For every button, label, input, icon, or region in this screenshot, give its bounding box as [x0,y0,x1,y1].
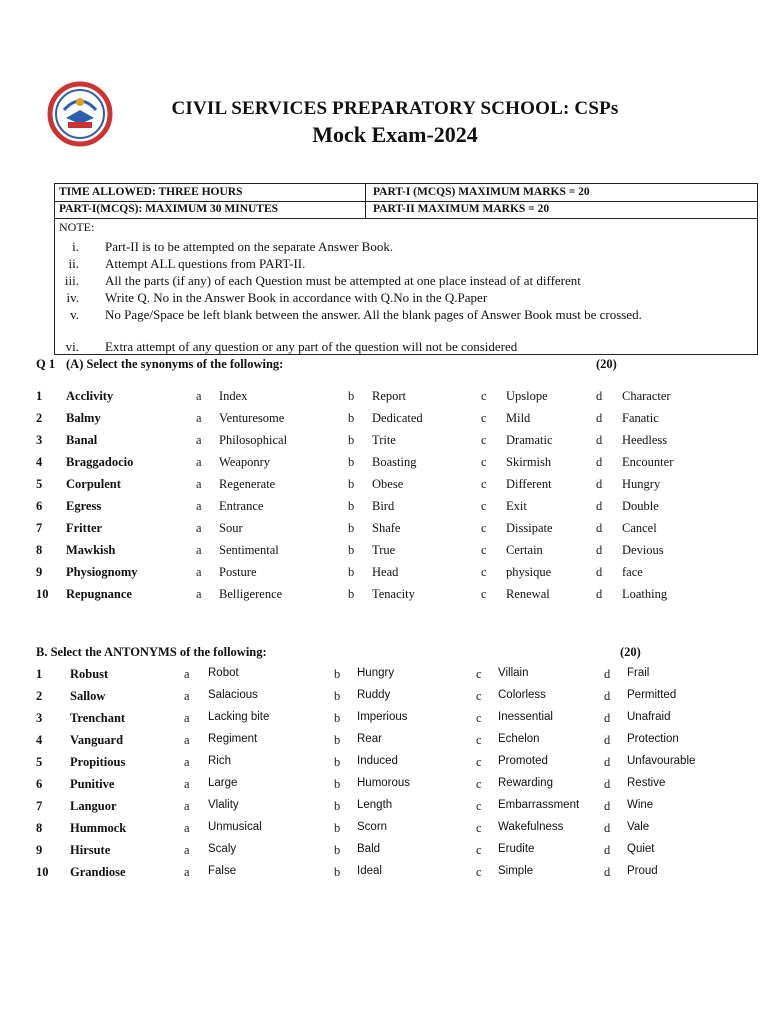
option-letter-b: b [348,455,355,469]
option-letter-b: b [334,689,341,703]
option-a: Robot [208,667,239,679]
option-letter-a: a [196,565,202,579]
option-b: Ruddy [357,689,391,701]
option-letter-b: b [334,865,341,879]
question-row [0,565,768,585]
option-letter-b: b [334,821,341,835]
option-letter-a: a [184,755,190,769]
option-letter-a: a [196,411,202,425]
question-word: Hirsute [70,843,111,857]
option-letter-d: d [604,689,611,703]
option-letter-a: a [196,433,202,447]
option-d: Proud [627,865,658,877]
section-b-marks: (20) [620,645,641,659]
option-b: Dedicated [372,411,423,425]
option-letter-a: a [184,865,190,879]
note-text: Write Q. No in the Answer Book in accordance with Q.No in the Q.Paper [105,290,488,305]
option-d: Vale [627,821,650,833]
option-c: Rewarding [498,777,553,789]
option-a: Belligerence [219,587,283,601]
option-b: Shafe [372,521,401,535]
option-c: Inessential [498,711,553,723]
option-letter-b: b [334,799,341,813]
note-number: iv. [66,290,79,305]
option-letter-c: c [481,587,487,601]
info-row-2 [55,201,757,218]
option-c: Villain [498,667,529,679]
question-row [0,543,768,563]
option-c: Dissipate [506,521,553,535]
question-number: 3 [36,433,43,447]
option-letter-c: c [481,433,487,447]
question-word: Corpulent [66,477,121,491]
option-letter-c: c [481,389,487,403]
question-row [0,667,768,687]
option-letter-d: d [604,755,611,769]
option-letter-a: a [184,821,190,835]
school-logo [46,80,114,148]
question-number: 10 [36,865,49,879]
exam-info-box [54,183,758,355]
option-b: Humorous [357,777,411,789]
question-row [0,389,768,409]
option-c: Promoted [498,755,548,767]
section-a-marks: (20) [596,357,617,371]
question-number: 8 [36,543,43,557]
option-letter-d: d [604,733,611,747]
option-d: Frail [627,667,650,679]
option-letter-d: d [596,543,603,557]
option-c: Mild [506,411,531,425]
note-number: vi. [65,339,79,354]
question-word: Vanguard [70,733,124,747]
option-letter-b: b [334,667,341,681]
option-b: Hungry [357,667,395,679]
part2-marks: PART-II MAXIMUM MARKS = 20 [373,203,550,215]
question-word: Propitious [70,755,126,769]
option-d: Cancel [622,521,657,535]
option-c: Upslope [506,389,548,403]
question-word: Robust [70,667,109,681]
option-d: Quiet [627,843,655,855]
option-a: Regiment [208,733,258,745]
question-row [0,843,768,863]
option-b: True [372,543,396,557]
option-d: Hungry [622,477,661,491]
option-letter-c: c [481,411,487,425]
option-d: Devious [622,543,664,557]
option-b: Ideal [357,865,382,877]
option-a: Unmusical [208,821,262,833]
option-b: Bald [357,843,381,855]
option-c: Wakefulness [498,821,564,833]
option-b: Head [372,565,399,579]
option-letter-b: b [348,499,355,513]
part1-time: PART-I(MCQS): MAXIMUM 30 MINUTES [59,203,279,215]
option-c: physique [506,565,552,579]
option-letter-a: a [196,521,202,535]
question-label: Q 1 [36,357,56,371]
note-label: NOTE: [59,220,95,234]
question-word: Acclivity [66,389,114,403]
option-letter-b: b [348,411,355,425]
option-a: False [208,865,237,877]
option-b: Report [372,389,407,403]
option-letter-b: b [348,477,355,491]
option-letter-a: a [196,543,202,557]
option-d: Character [622,389,671,403]
option-b: Imperious [357,711,408,723]
option-letter-d: d [596,433,603,447]
question-row [0,777,768,797]
note-number: i. [72,239,79,254]
option-letter-d: d [604,667,611,681]
option-letter-c: c [481,565,487,579]
option-b: Trite [372,433,396,447]
option-letter-d: d [604,821,611,835]
option-c: Renewal [506,587,550,601]
option-d: Permitted [627,689,677,701]
part1-marks: PART-I (MCQS) MAXIMUM MARKS = 20 [373,186,590,198]
option-c: Embarrassment [498,799,580,811]
option-letter-b: b [334,777,341,791]
option-letter-c: c [476,843,482,857]
option-d: Double [622,499,659,513]
question-number: 9 [36,843,43,857]
option-letter-b: b [334,755,341,769]
option-letter-d: d [596,477,603,491]
option-b: Length [357,799,393,811]
option-letter-a: a [196,587,202,601]
option-letter-d: d [596,565,603,579]
question-number: 6 [36,777,43,791]
note-text: Part-II is to be attempted on the separate Answer Book. [105,239,394,254]
option-b: Obese [372,477,404,491]
question-number: 1 [36,389,43,403]
option-letter-d: d [604,711,611,725]
option-letter-b: b [348,565,355,579]
question-word: Mawkish [66,543,116,557]
question-word: Fritter [66,521,103,535]
question-word: Grandiose [70,865,126,879]
option-letter-b: b [348,389,355,403]
option-c: Dramatic [506,433,553,447]
question-row [0,521,768,541]
question-number: 7 [36,799,43,813]
question-number: 5 [36,755,43,769]
question-word: Hummock [70,821,127,835]
question-word: Egress [66,499,102,513]
section-a-heading: (A) Select the synonyms of the following: [66,357,284,371]
option-letter-d: d [596,389,603,403]
question-row [0,799,768,819]
option-d: Heedless [622,433,668,447]
question-number: 7 [36,521,43,535]
option-c: Simple [498,865,534,877]
option-letter-d: d [604,777,611,791]
question-number: 4 [36,455,43,469]
option-c: Echelon [498,733,540,745]
option-letter-d: d [596,587,603,601]
option-a: Philosophical [219,433,288,447]
question-row [0,587,768,607]
question-number: 6 [36,499,43,513]
option-letter-c: c [476,821,482,835]
note-text: No Page/Space be left blank between the answer. All the blank pages of Answer Book must be crossed. [105,307,642,322]
note-text: Extra attempt of any question or any part of the question will not be considered [105,339,518,354]
question-row [0,755,768,775]
note-number: v. [70,307,79,322]
question-number: 4 [36,733,43,747]
option-letter-d: d [596,499,603,513]
option-letter-c: c [481,477,487,491]
question-word: Repugnance [66,587,132,601]
option-b: Scorn [357,821,388,833]
question-row [0,733,768,753]
option-d: Restive [627,777,666,789]
option-letter-a: a [184,667,190,681]
option-a: Venturesome [219,411,285,425]
option-letter-a: a [184,777,190,791]
option-a: Weaponry [219,455,271,469]
option-letter-c: c [476,777,482,791]
option-letter-a: a [184,799,190,813]
option-letter-a: a [196,499,202,513]
question-row [0,689,768,709]
question-row [0,821,768,841]
option-b: Bird [372,499,395,513]
option-a: Sour [219,521,243,535]
option-letter-b: b [348,543,355,557]
option-letter-a: a [196,477,202,491]
question-word: Trenchant [70,711,126,725]
option-d: face [622,565,643,579]
time-allowed: TIME ALLOWED: THREE HOURS [59,186,243,198]
option-d: Loathing [622,587,668,601]
question-row [0,477,768,497]
question-number: 10 [36,587,49,601]
option-d: Wine [627,799,654,811]
option-letter-d: d [604,843,611,857]
section-b-heading: B. Select the ANTONYMS of the following: [36,645,267,659]
option-letter-c: c [476,689,482,703]
option-letter-d: d [596,411,603,425]
option-letter-c: c [476,799,482,813]
option-letter-a: a [184,843,190,857]
option-b: Rear [357,733,382,745]
option-b: Induced [357,755,398,767]
option-d: Encounter [622,455,674,469]
option-c: Colorless [498,689,546,701]
question-word: Physiognomy [66,565,138,579]
note-number: ii. [68,256,79,271]
option-letter-c: c [476,711,482,725]
option-letter-c: c [481,455,487,469]
option-letter-c: c [476,733,482,747]
question-number: 3 [36,711,43,725]
question-word: Punitive [70,777,115,791]
option-d: Fanatic [622,411,659,425]
option-letter-a: a [184,711,190,725]
option-c: Erudite [498,843,535,855]
option-letter-c: c [476,667,482,681]
option-d: Protection [627,733,679,745]
question-number: 1 [36,667,43,681]
option-letter-d: d [604,865,611,879]
option-c: Different [506,477,552,491]
question-word: Balmy [66,411,101,425]
question-number: 8 [36,821,43,835]
option-letter-a: a [184,733,190,747]
question-row [0,711,768,731]
option-letter-b: b [334,843,341,857]
option-a: Salacious [208,689,258,701]
option-b: Tenacity [372,587,415,601]
option-a: Vlality [208,799,239,811]
question-row [0,411,768,431]
option-letter-c: c [481,521,487,535]
question-number: 5 [36,477,43,491]
option-c: Exit [506,499,527,513]
note-text: Attempt ALL questions from PART-II. [105,256,306,271]
option-letter-b: b [334,711,341,725]
option-a: Regenerate [219,477,276,491]
option-letter-a: a [184,689,190,703]
option-letter-b: b [334,733,341,747]
question-number: 2 [36,411,43,425]
option-letter-c: c [481,499,487,513]
option-letter-d: d [596,455,603,469]
option-a: Scaly [208,843,237,855]
option-letter-b: b [348,587,355,601]
info-row-1 [55,184,757,201]
option-d: Unfavourable [627,755,696,767]
divider [365,184,366,218]
question-number: 9 [36,565,43,579]
option-a: Index [219,389,248,403]
question-row [0,433,768,453]
option-letter-c: c [476,755,482,769]
option-letter-d: d [604,799,611,813]
option-letter-d: d [596,521,603,535]
note-number: iii. [64,273,79,288]
question-word: Sallow [70,689,106,703]
option-letter-a: a [196,389,202,403]
option-letter-a: a [196,455,202,469]
question-row [0,865,768,885]
option-a: Entrance [219,499,264,513]
option-letter-c: c [476,865,482,879]
question-word: Braggadocio [66,455,134,469]
option-a: Sentimental [219,543,279,557]
option-letter-b: b [348,433,355,447]
page-title: CIVIL SERVICES PREPARATORY SCHOOL: CSPs [171,98,619,119]
option-a: Lacking bite [208,711,270,723]
question-word: Languor [70,799,117,813]
question-number: 2 [36,689,43,703]
option-letter-c: c [481,543,487,557]
question-row [0,455,768,475]
question-word: Banal [66,433,98,447]
option-d: Unafraid [627,711,671,723]
option-c: Certain [506,543,543,557]
option-a: Rich [208,755,232,767]
option-c: Skirmish [506,455,552,469]
option-a: Posture [219,565,257,579]
option-b: Boasting [372,455,417,469]
question-row [0,499,768,519]
note-text: All the parts (if any) of each Question must be attempted at one place instead of at different [105,273,581,288]
option-letter-b: b [348,521,355,535]
divider [55,218,757,219]
page-subtitle: Mock Exam-2024 [312,122,478,147]
option-a: Large [208,777,238,789]
